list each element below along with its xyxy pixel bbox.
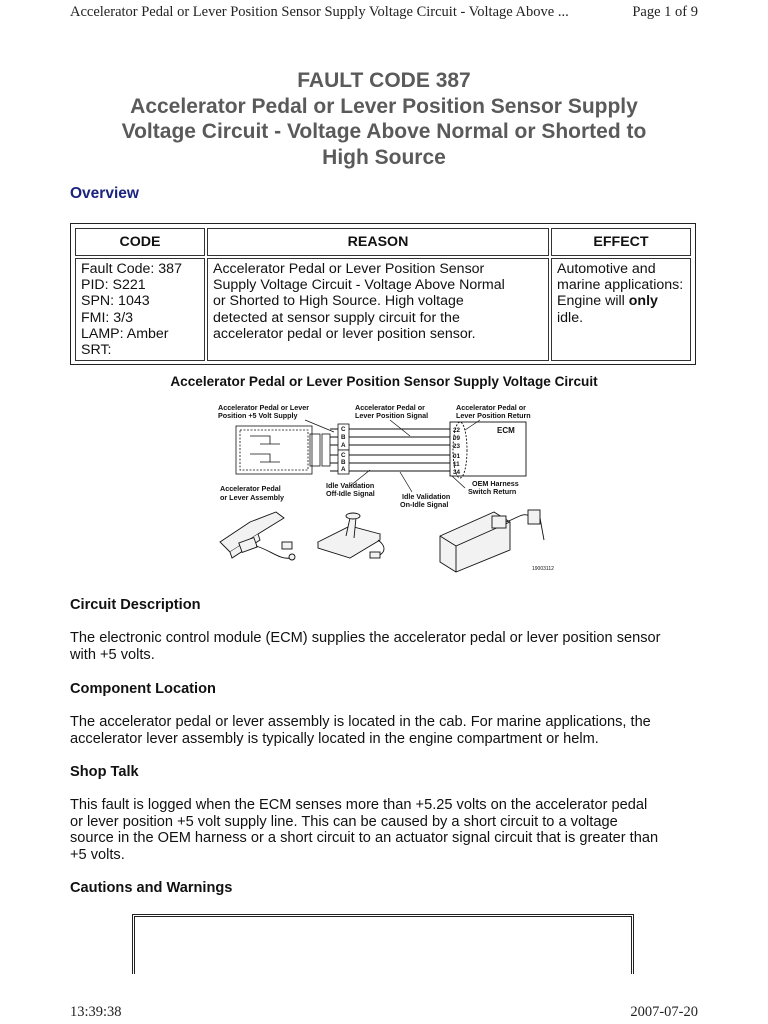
reason-line: accelerator pedal or lever position sensor. — [213, 325, 476, 342]
paragraph-line: accelerator lever assembly is typically located in the engine compartment or helm. — [70, 730, 599, 747]
reason-line: Accelerator Pedal or Lever Position Sensor — [213, 261, 485, 277]
ecm-pin: 22 — [453, 427, 461, 434]
connector-pin: C — [341, 426, 346, 433]
ecm-pin: 01 — [453, 453, 461, 460]
shop-talk-heading: Shop Talk — [70, 764, 139, 780]
column-header-reason: REASON — [207, 228, 549, 256]
reason-cell — [207, 258, 549, 361]
ecm-pin: 34 — [453, 469, 461, 476]
connector-pin: B — [341, 434, 346, 441]
title-line-1: FAULT CODE 387 — [297, 69, 471, 92]
title-line-4: High Source — [322, 145, 446, 169]
table-header-row — [75, 228, 691, 256]
paragraph-line: +5 volts. — [70, 846, 125, 863]
effect-line: Automotive and — [557, 261, 656, 277]
label-signal: Lever Position Signal — [355, 411, 429, 420]
label-supply: Position +5 Volt Supply — [218, 411, 298, 420]
code-line: SPN: 1043 — [81, 293, 150, 310]
footer-time: 13:39:38 — [70, 1004, 122, 1020]
column-header-code: CODE — [75, 228, 205, 256]
harness-wires — [330, 422, 467, 478]
circuit-description-heading: Circuit Description — [70, 597, 201, 613]
paragraph-line: with +5 volts. — [70, 646, 155, 663]
label-assembly: or Lever Assembly — [220, 493, 285, 502]
label-off-idle: Off-Idle Signal — [326, 489, 375, 498]
effect-line: idle. — [557, 309, 584, 326]
diagram-caption: Accelerator Pedal or Lever Position Sensor Supply Voltage Circuit — [170, 374, 598, 389]
code-line: SRT: — [81, 342, 112, 359]
connector-pin: A — [341, 442, 346, 449]
overview-heading: Overview — [70, 185, 139, 202]
label-oem-harness: OEM Harness — [472, 479, 519, 488]
circuit-description-text — [70, 630, 700, 663]
connector-pin: A — [341, 466, 346, 473]
header-title: Accelerator Pedal or Lever Position Sensor Supply Voltage Circuit - Voltage Above ... — [70, 4, 569, 20]
column-header-effect: EFFECT — [551, 228, 691, 256]
effect-text: Engine will — [557, 293, 629, 310]
connector-pin: C — [341, 452, 346, 459]
effect-cell — [551, 258, 691, 361]
reason-line: or Shorted to High Source. High voltage — [213, 293, 464, 310]
paragraph-line: The electronic control module (ECM) supplies the accelerator pedal or lever position sensor — [70, 630, 661, 646]
effect-line: marine applications: — [557, 277, 684, 294]
paragraph-line: or lever position +5 volt supply line. This can be caused by a short circuit to a voltage — [70, 813, 618, 830]
label-return: Lever Position Return — [456, 411, 531, 420]
connector-pin: B — [341, 459, 346, 466]
cautions-heading: Cautions and Warnings — [70, 880, 233, 896]
code-line: PID: S221 — [81, 277, 146, 294]
ecm-pin: 09 — [453, 435, 461, 442]
label-oem-harness: Switch Return — [468, 487, 517, 496]
wiring-diagram — [210, 400, 562, 578]
shop-talk-text — [70, 797, 700, 863]
sensor-block — [236, 426, 330, 474]
page-header — [70, 4, 698, 24]
ecm-label: ECM — [497, 426, 515, 435]
code-line: LAMP: Amber — [81, 325, 169, 342]
code-cell — [75, 258, 205, 361]
paragraph-line: source in the OEM harness or a short circuit to an actuator signal circuit that is greater than — [70, 830, 659, 847]
label-supply: Accelerator Pedal or Lever — [218, 403, 310, 412]
component-location-text — [70, 714, 700, 747]
document-title — [70, 68, 698, 170]
title-line-2: Accelerator Pedal or Lever Position Sensor Supply — [130, 94, 638, 118]
ecm-pin: 23 — [453, 443, 461, 450]
title-line-3: Voltage Circuit - Voltage Above Normal or Shorted to — [121, 120, 647, 143]
paragraph-line: This fault is logged when the ECM senses more than +5.25 volts on the accelerator pedal — [70, 797, 648, 813]
label-return: Accelerator Pedal or — [456, 403, 526, 412]
label-signal: Accelerator Pedal or — [355, 403, 425, 412]
page-number: Page 1 of 9 — [632, 4, 698, 20]
ecm-pin: 11 — [453, 461, 460, 468]
effect-emphasis: only — [628, 293, 658, 310]
code-line: Fault Code: 387 — [81, 261, 182, 277]
ecm-illustration — [440, 510, 544, 572]
label-assembly: Accelerator Pedal — [220, 484, 281, 493]
code-line: FMI: 3/3 — [81, 309, 134, 326]
component-location-heading: Component Location — [70, 681, 216, 697]
footer-date: 2007-07-20 — [630, 1004, 698, 1020]
warnings-box — [132, 914, 634, 974]
lever-illustration — [318, 513, 384, 558]
paragraph-line: The accelerator pedal or lever assembly is located in the cab. For marine applications, the — [70, 714, 651, 730]
reason-line: Supply Voltage Circuit - Voltage Above Normal — [213, 277, 505, 294]
effect-line — [557, 293, 685, 309]
label-off-idle: Idle Validation — [326, 481, 375, 490]
figure-number: 19003112 — [532, 566, 554, 572]
reason-line: detected at sensor supply circuit for the — [213, 309, 460, 326]
pedal-illustration — [220, 512, 295, 560]
fault-code-table — [70, 223, 696, 365]
table-row — [75, 258, 691, 361]
label-on-idle: On-Idle Signal — [400, 500, 449, 509]
label-on-idle: Idle Validation — [402, 492, 451, 501]
